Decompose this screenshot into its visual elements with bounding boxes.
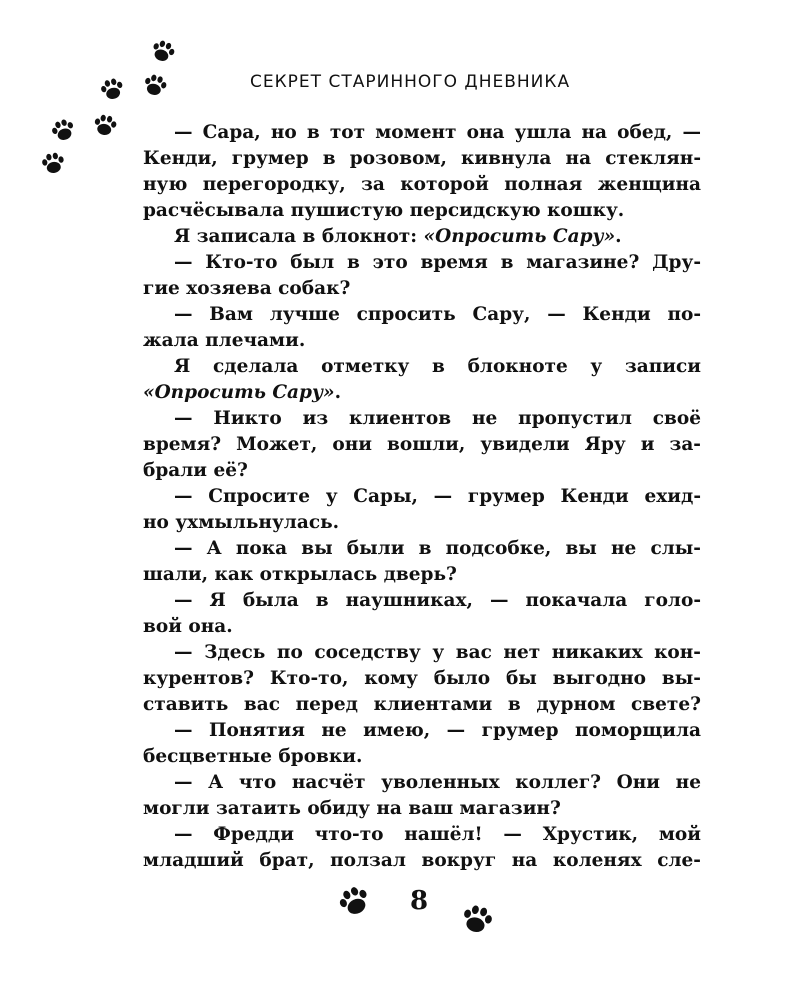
text-line: Кенди, грумер в розовом, кивнула на стеклян- [143, 148, 701, 169]
text-line: вой она. [143, 616, 233, 637]
text-run: . [334, 382, 342, 403]
text-line: гие хозяева собак? [143, 278, 351, 299]
text-line: брали её? [143, 460, 248, 481]
italic-note: «Опросить Сару» [423, 226, 616, 247]
text-line: время? Может, они вошли, увидели Яру и за- [143, 434, 701, 455]
paw-print-icon [456, 898, 498, 940]
text-line: шали, как открылась дверь? [143, 564, 457, 585]
text-line [143, 380, 701, 406]
text-line: курентов? Кто-то, кому было бы выгодно вы- [143, 668, 701, 689]
paw-print-icon [90, 110, 120, 140]
italic-note: «Опросить Сару» [143, 382, 335, 403]
text-line: — Спросите у Сары, — грумер Кенди ехид- [174, 486, 701, 507]
text-line: — Сара, но в тот момент она ушла на обед, — [174, 122, 701, 143]
paw-print-icon [46, 113, 79, 146]
body-text [143, 120, 701, 874]
page-number: 8 [410, 886, 429, 916]
text-line: ставить вас перед клиентами в дурном свете? [143, 694, 701, 715]
text-line: — Никто из клиентов не пропустил своё [174, 408, 701, 429]
paw-print-icon [96, 73, 128, 105]
paw-print-icon [331, 878, 376, 923]
text-run: . [615, 226, 622, 247]
text-line: — Здесь по соседству у вас нет никаких кон- [174, 642, 701, 663]
text-line [143, 224, 701, 250]
paw-print-icon [139, 69, 171, 101]
text-run: Я записала в блокнот: [174, 226, 424, 247]
text-line: — А что насчёт уволенных коллег? Они не [174, 772, 701, 793]
text-line: жала плечами. [143, 330, 306, 351]
paw-print-icon [146, 34, 179, 67]
text-line: — Я была в наушниках, — покачала голо- [174, 590, 701, 611]
text-line: — Кто-то был в это время в магазине? Дру- [174, 252, 701, 273]
text-line: Я сделала отметку в блокноте у записи [174, 356, 701, 377]
text-line: могли затаить обиду на ваш магазин? [143, 798, 561, 819]
running-header: СЕКРЕТ СТАРИННОГО ДНЕВНИКА [250, 72, 571, 92]
text-line: бесцветные бровки. [143, 746, 363, 767]
text-line: — Фредди что-то нашёл! — Хрустик, мой [174, 824, 701, 845]
text-line: ную перегородку, за которой полная женщина [143, 174, 701, 195]
text-line: — А пока вы были в подсобке, вы не слы- [174, 538, 701, 559]
text-line: — Понятия не имею, — грумер поморщила [174, 720, 701, 741]
text-line: расчёсывала пушистую персидскую кошку. [143, 200, 625, 221]
text-line: младший брат, ползал вокруг на коленях сле- [143, 850, 701, 871]
text-line: — Вам лучше спросить Сару, — Кенди по- [174, 304, 701, 325]
paw-print-icon [38, 148, 68, 178]
text-line: но ухмыльнулась. [143, 512, 340, 533]
